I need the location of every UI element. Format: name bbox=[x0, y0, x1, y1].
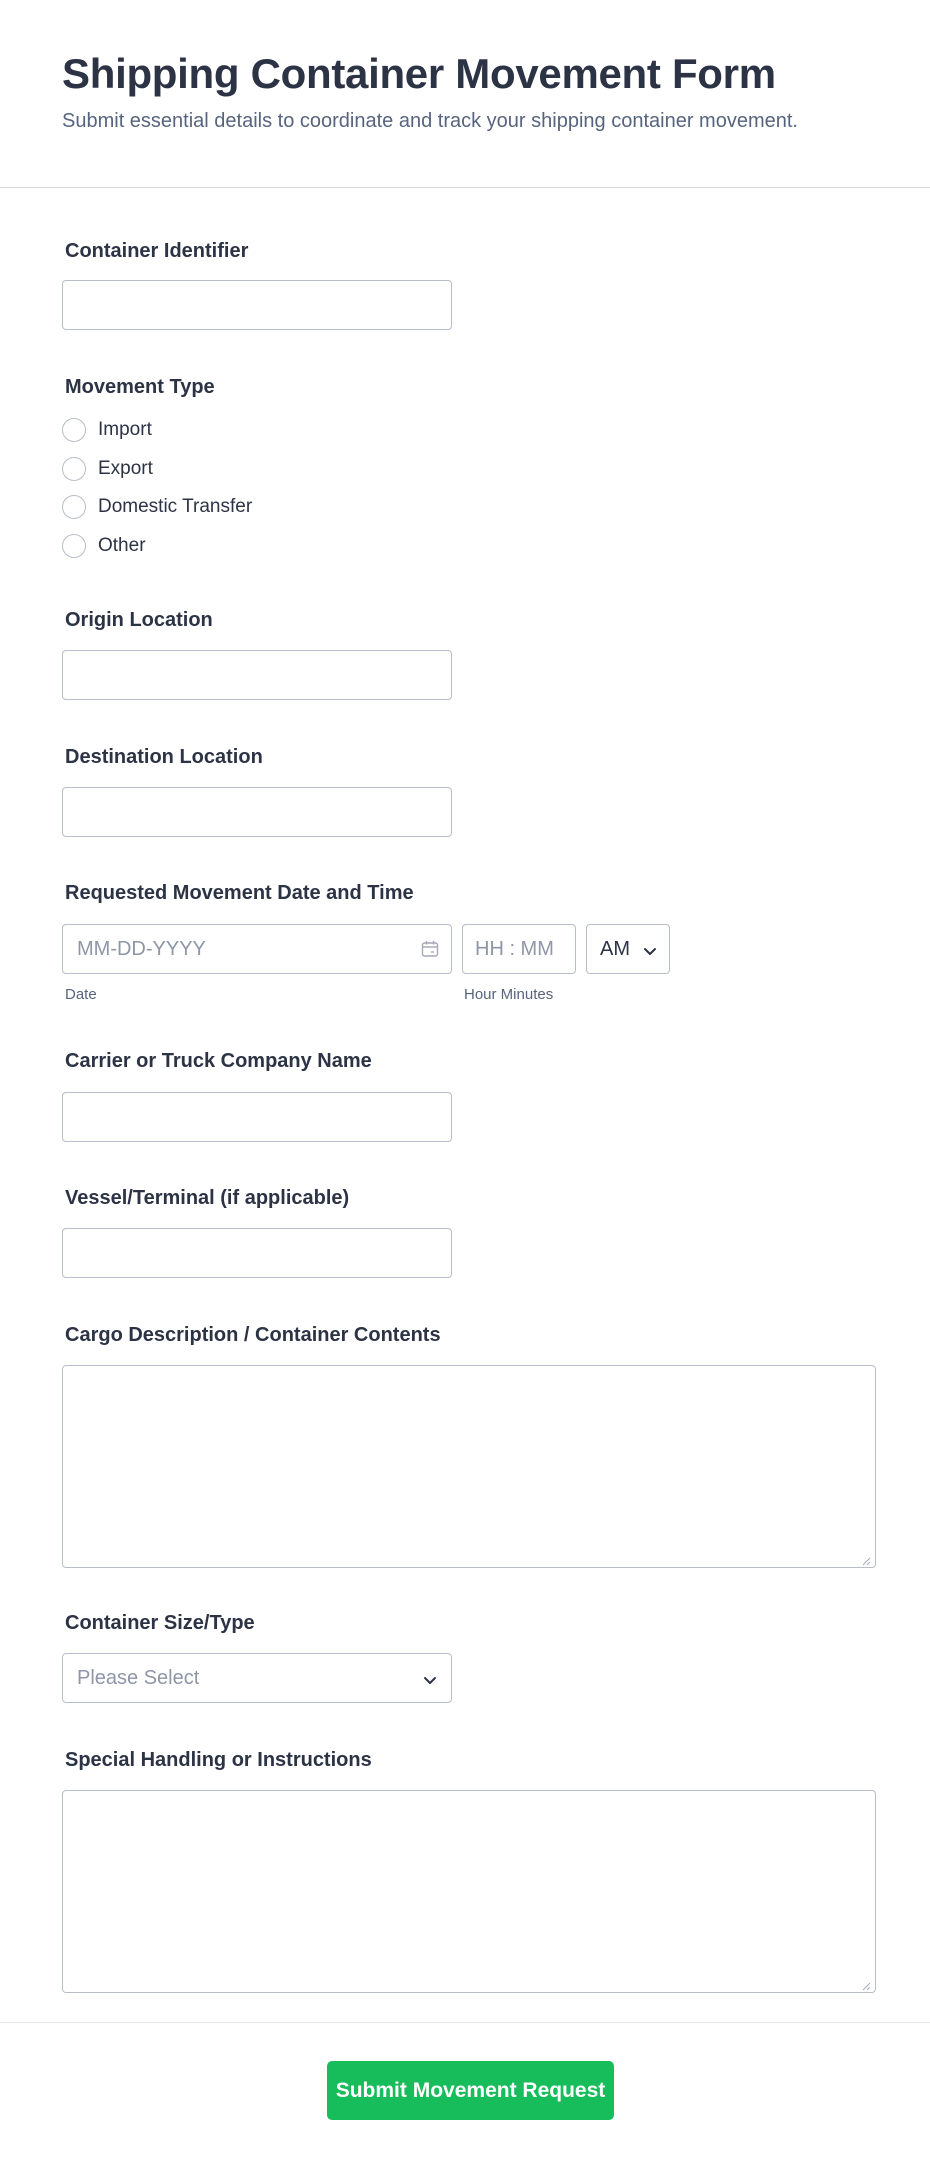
special-handling-textarea[interactable] bbox=[62, 1790, 876, 1993]
radio-option-export[interactable] bbox=[62, 456, 153, 482]
radio-label: Domestic Transfer bbox=[98, 496, 253, 517]
radio-button[interactable] bbox=[62, 418, 86, 442]
requested-datetime-label: Requested Movement Date and Time bbox=[65, 882, 414, 904]
time-sublabel: Hour Minutes bbox=[464, 986, 554, 1003]
footer-divider bbox=[0, 2022, 930, 2023]
radio-label: Import bbox=[98, 419, 152, 440]
cargo-description-label: Cargo Description / Container Contents bbox=[65, 1324, 441, 1346]
radio-label: Other bbox=[98, 535, 146, 556]
form-subtitle: Submit essential details to coordinate and track your shipping container movement. bbox=[62, 110, 798, 132]
carrier-name-label: Carrier or Truck Company Name bbox=[65, 1050, 372, 1072]
date-sublabel: Date bbox=[65, 986, 97, 1003]
container-size-type-label: Container Size/Type bbox=[65, 1612, 255, 1634]
select-placeholder: Please Select bbox=[77, 1667, 200, 1689]
time-input[interactable] bbox=[462, 924, 576, 974]
ampm-value: AM bbox=[600, 938, 630, 960]
resize-grip-icon[interactable] bbox=[861, 1978, 871, 1988]
origin-location-input[interactable] bbox=[62, 650, 452, 700]
date-input[interactable] bbox=[62, 924, 452, 974]
radio-option-domestic-transfer[interactable] bbox=[62, 494, 252, 520]
container-identifier-input[interactable] bbox=[62, 280, 452, 330]
chevron-down-icon bbox=[423, 1673, 437, 1691]
container-size-type-select[interactable] bbox=[62, 1653, 452, 1703]
container-identifier-label: Container Identifier bbox=[65, 240, 249, 262]
radio-button[interactable] bbox=[62, 457, 86, 481]
radio-button[interactable] bbox=[62, 495, 86, 519]
resize-grip-icon[interactable] bbox=[861, 1553, 871, 1563]
radio-option-import[interactable] bbox=[62, 417, 152, 443]
vessel-terminal-label: Vessel/Terminal (if applicable) bbox=[65, 1187, 350, 1209]
date-placeholder: MM-DD-YYYY bbox=[77, 938, 206, 960]
radio-button[interactable] bbox=[62, 534, 86, 558]
submit-button[interactable]: Submit Movement Request bbox=[327, 2061, 614, 2120]
special-handling-label: Special Handling or Instructions bbox=[65, 1749, 372, 1771]
time-placeholder: HH : MM bbox=[475, 938, 554, 960]
movement-type-label: Movement Type bbox=[65, 376, 215, 398]
radio-label: Export bbox=[98, 458, 153, 479]
form-header bbox=[0, 0, 930, 188]
destination-location-label: Destination Location bbox=[65, 746, 263, 768]
radio-option-other[interactable] bbox=[62, 533, 146, 559]
destination-location-input[interactable] bbox=[62, 787, 452, 837]
chevron-down-icon bbox=[643, 944, 657, 962]
form-title: Shipping Container Movement Form bbox=[62, 50, 776, 97]
carrier-name-input[interactable] bbox=[62, 1092, 452, 1142]
vessel-terminal-input[interactable] bbox=[62, 1228, 452, 1278]
origin-location-label: Origin Location bbox=[65, 609, 213, 631]
ampm-select[interactable] bbox=[586, 924, 670, 974]
calendar-icon[interactable] bbox=[421, 940, 439, 963]
cargo-description-textarea[interactable] bbox=[62, 1365, 876, 1568]
